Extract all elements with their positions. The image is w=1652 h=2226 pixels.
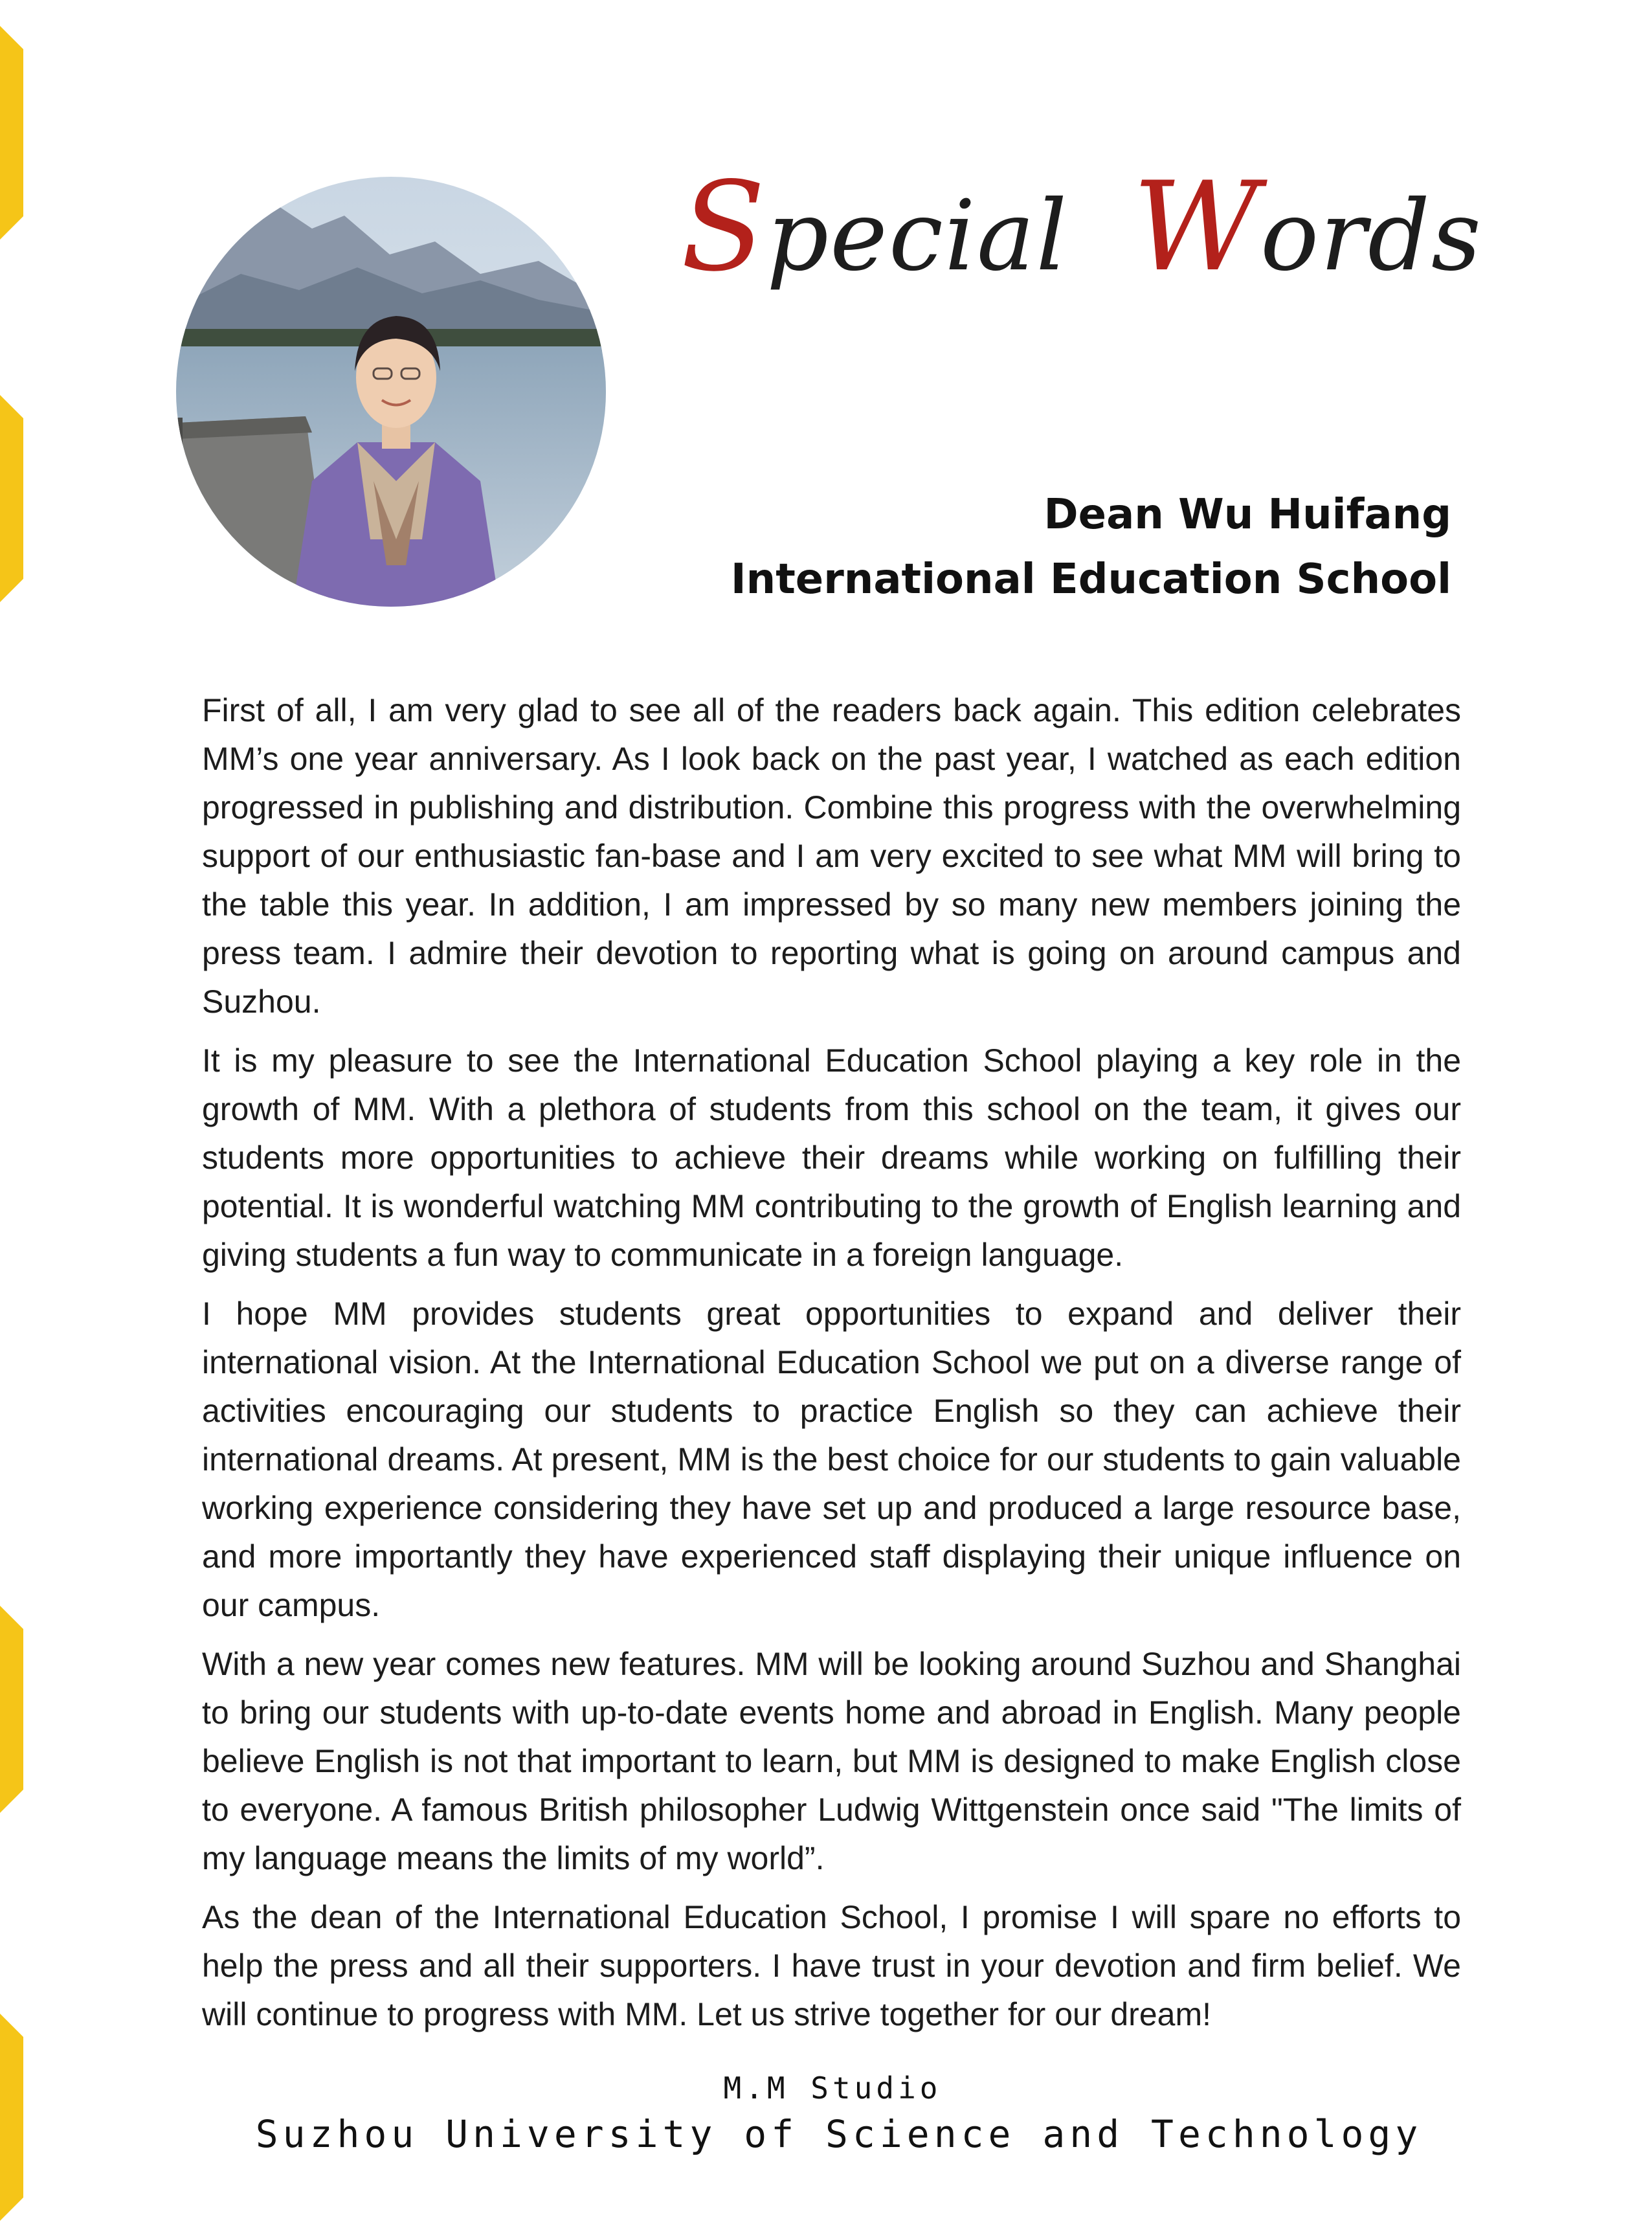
author-name: Dean Wu Huifang <box>1044 491 1451 539</box>
edge-accent-upper <box>0 395 23 602</box>
footer-university: Suzhou University of Science and Technology <box>255 2112 1423 2156</box>
title-rest-2: ords <box>1260 180 1482 293</box>
page-title <box>681 155 1482 298</box>
paragraph-5: As the dean of the International Education School, I promise I will spare no efforts to help the press and all their supporters. I have trust in your devotion and firm belief. We will continue to progress with MM. Let us strive together for our dream! <box>202 1899 1461 2032</box>
title-initial-w: W <box>1132 155 1260 298</box>
author-block <box>731 482 1451 612</box>
title-initial-s: S <box>680 155 767 298</box>
edge-accent-lower <box>0 1606 23 1813</box>
footer-studio: M.M Studio <box>723 2071 942 2106</box>
title-rest-1: pecial <box>766 180 1069 293</box>
dean-portrait-photo <box>176 177 606 607</box>
paragraph-3: I hope MM provides students great opportunities to expand and deliver their international vision. At the International Education School we put on a diverse range of activities encouraging our students to practice English so they can achieve their international dreams. At present, MM is the best choice for our students to gain valuable working experience considering they have set up and produced a large resource base, and more importantly they have experienced staff displaying their unique influence on our campus. <box>202 1296 1461 1623</box>
author-school: International Education School <box>730 556 1451 603</box>
edge-accent-top <box>0 26 23 240</box>
paragraph-4: With a new year comes new features. MM will be looking around Suzhou and Shanghai to bring our students with up-to-date events home and abroad in English. Many people believe English is not that important to learn, but MM is designed to make English close to everyone. A famous British philosopher Ludwig Wittgenstein once said "The limits of my language means the limits of my world”. <box>202 1646 1461 1876</box>
article-body <box>202 686 1461 2049</box>
paragraph-1: First of all, I am very glad to see all of the readers back again. This edition celebrates MM’s one year anniversary. As I look back on the past year, I watched as each edition progressed in publishing and distribution. Combine this progress with the overwhelming support of our enthusiastic fan-base and I am very excited to see what MM will bring to the table this year. In addition, I am impressed by so many new members joining the press team. I admire their devotion to reporting what is going on around campus and Suzhou. <box>202 692 1461 1020</box>
paragraph-2: It is my pleasure to see the International Education School playing a key role in the growth of MM. With a plethora of students from this school on the team, it gives our students more opportunities to achieve their dreams while working on fulfilling their potential. It is wonderful watching MM contributing to the growth of English learning and giving students a fun way to communicate in a foreign language. <box>202 1042 1461 1273</box>
